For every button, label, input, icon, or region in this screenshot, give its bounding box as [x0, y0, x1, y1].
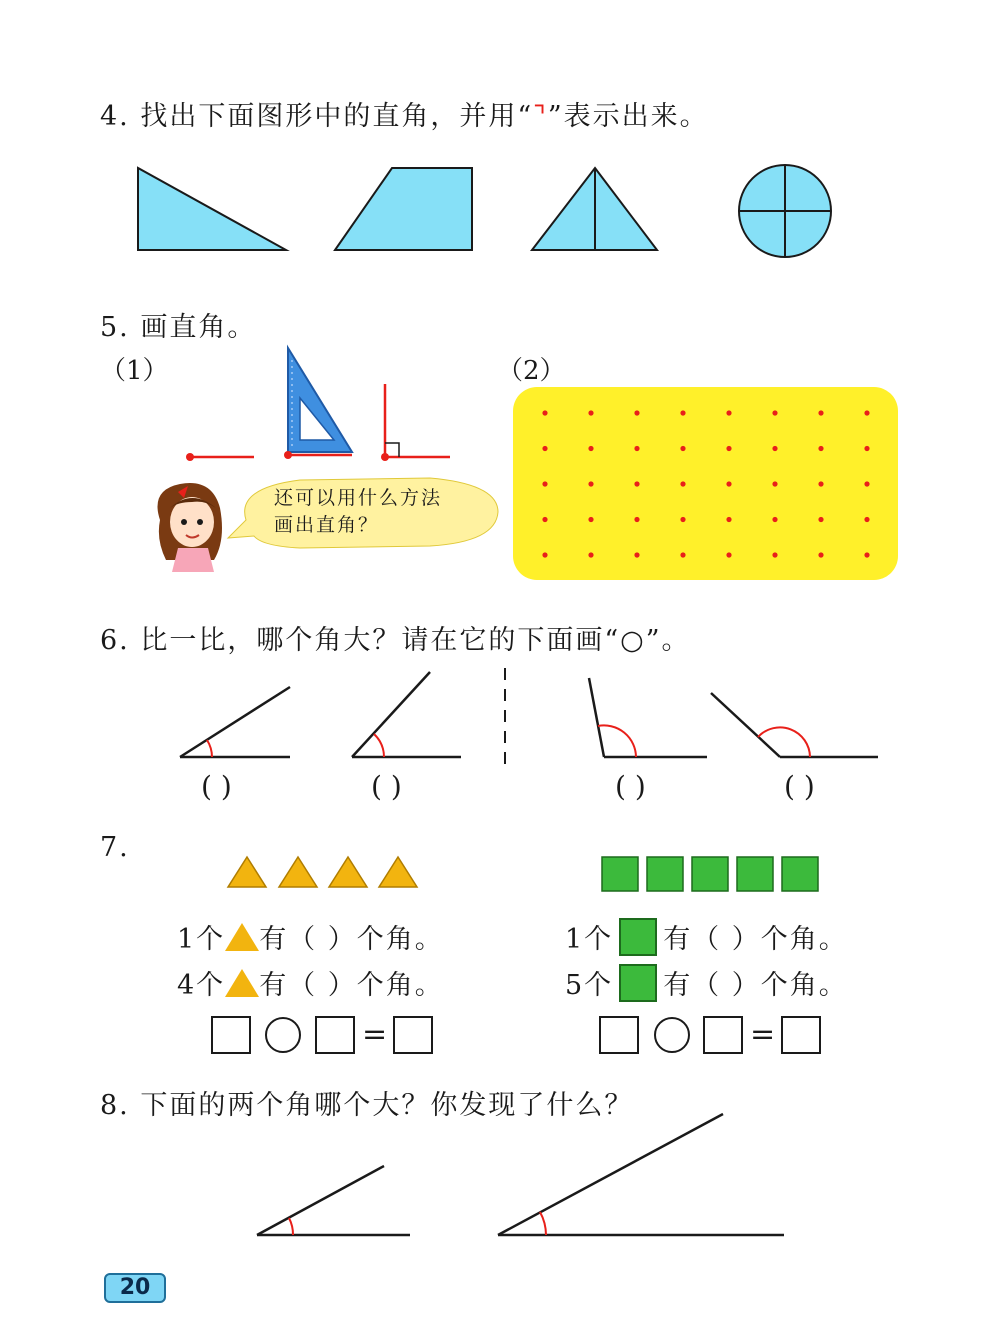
grid-dot[interactable] [542, 517, 547, 522]
q8-angle-small [257, 1166, 410, 1235]
grid-dot[interactable] [772, 446, 777, 451]
q7-equation-right [600, 1017, 820, 1053]
q5-part1-label: （1） [100, 356, 169, 386]
trapezoid-shape [335, 168, 472, 250]
grid-dot[interactable] [726, 517, 731, 522]
girl-icon [158, 483, 223, 572]
q7-left-row1-prefix: 1个 [177, 924, 226, 955]
grid-dot[interactable] [542, 410, 547, 415]
q7-right-equals: = [750, 1017, 776, 1052]
grid-dot[interactable] [726, 410, 731, 415]
grid-dot[interactable] [680, 517, 685, 522]
grid-dot[interactable] [864, 446, 869, 451]
q7-left-row2 [177, 963, 444, 1002]
square-icon [619, 964, 657, 1002]
grid-dot[interactable] [680, 481, 685, 486]
q6-blank-c[interactable]: ( ) [615, 770, 646, 803]
ray-point-1 [186, 453, 194, 461]
grid-dot[interactable] [680, 446, 685, 451]
grid-dot[interactable] [542, 481, 547, 486]
grid-dot[interactable] [588, 552, 593, 557]
q6-angle-c [589, 678, 707, 757]
q6-blank-d[interactable]: ( ) [784, 770, 815, 803]
grid-dot[interactable] [726, 446, 731, 451]
right-triangle-shape [138, 168, 286, 250]
q6-title: 6. 比一比，哪个角大？请在它的下面画“○”。 [100, 625, 691, 656]
q7-right-row1-prefix: 1个 [565, 924, 614, 955]
q7-equation-left [212, 1017, 432, 1053]
q7-right-row2 [565, 963, 848, 1002]
q7-right-row2-suffix[interactable]: 有（ ）个角。 [663, 970, 848, 1001]
grid-dot[interactable] [588, 410, 593, 415]
q7-left-row1-suffix[interactable]: 有（ ）个角。 [259, 924, 444, 955]
grid-dot[interactable] [634, 446, 639, 451]
grid-dot[interactable] [542, 446, 547, 451]
grid-dot[interactable] [588, 446, 593, 451]
grid-dot[interactable] [726, 552, 731, 557]
q6-angle-d [711, 693, 878, 757]
grid-dot[interactable] [864, 410, 869, 415]
q7-left-row1 [177, 917, 444, 956]
triangle-icon [225, 923, 259, 951]
q7-right-row1-suffix[interactable]: 有（ ）个角。 [663, 924, 848, 955]
bubble-text [274, 485, 442, 539]
grid-dot[interactable] [864, 552, 869, 557]
page-number: 20 [104, 1273, 166, 1303]
q5-title: 5. 画直角。 [100, 312, 257, 343]
q7-right-row2-prefix: 5个 [565, 970, 614, 1001]
q6-blank-b[interactable]: ( ) [371, 770, 402, 803]
q7-triangles [228, 857, 417, 887]
grid-dot[interactable] [588, 517, 593, 522]
grid-dot[interactable] [726, 481, 731, 486]
grid-dot[interactable] [864, 517, 869, 522]
grid-dot[interactable] [634, 410, 639, 415]
grid-dot[interactable] [818, 517, 823, 522]
q7-left-equals: = [362, 1017, 388, 1052]
grid-dot[interactable] [772, 410, 777, 415]
grid-dot[interactable] [772, 481, 777, 486]
grid-dot[interactable] [818, 481, 823, 486]
q7-right-row1 [565, 917, 848, 956]
grid-dot[interactable] [680, 552, 685, 557]
q4-text-before: 4. 找出下面图形中的直角，并用“ [100, 101, 534, 132]
grid-dot[interactable] [588, 481, 593, 486]
q4-text-after: ”表示出来。 [547, 101, 709, 132]
ray-point-2 [284, 451, 292, 459]
q7-left-row2-suffix[interactable]: 有（ ）个角。 [259, 970, 444, 1001]
grid-dot[interactable] [680, 410, 685, 415]
grid-dot[interactable] [634, 517, 639, 522]
square-icon [619, 918, 657, 956]
q8-title: 8. 下面的两个角哪个大？你发现了什么？ [100, 1090, 634, 1121]
bubble-line-1: 还可以用什么方法 [274, 487, 443, 509]
triangle-icon [225, 969, 259, 997]
q5-part2-label: （2） [497, 356, 566, 386]
q6-blank-a[interactable]: ( ) [201, 770, 232, 803]
q6-angle-b [352, 672, 461, 757]
grid-dot[interactable] [772, 552, 777, 557]
q8-angle-large [498, 1114, 784, 1235]
right-angle-vertex [381, 453, 389, 461]
q7-number: 7. [100, 832, 130, 863]
bubble-line-2: 画出直角？ [274, 514, 380, 536]
grid-dot[interactable] [818, 552, 823, 557]
grid-dot[interactable] [634, 552, 639, 557]
q7-squares [602, 857, 818, 891]
grid-dot[interactable] [634, 481, 639, 486]
dot-grid-panel [513, 387, 898, 580]
right-angle-symbol: ⌝ [533, 101, 548, 132]
grid-dot[interactable] [818, 410, 823, 415]
grid-dot[interactable] [864, 481, 869, 486]
grid-dot[interactable] [772, 517, 777, 522]
grid-dot[interactable] [818, 446, 823, 451]
grid-dot[interactable] [542, 552, 547, 557]
q6-angle-a [180, 687, 290, 757]
q7-left-row2-prefix: 4个 [177, 970, 226, 1001]
